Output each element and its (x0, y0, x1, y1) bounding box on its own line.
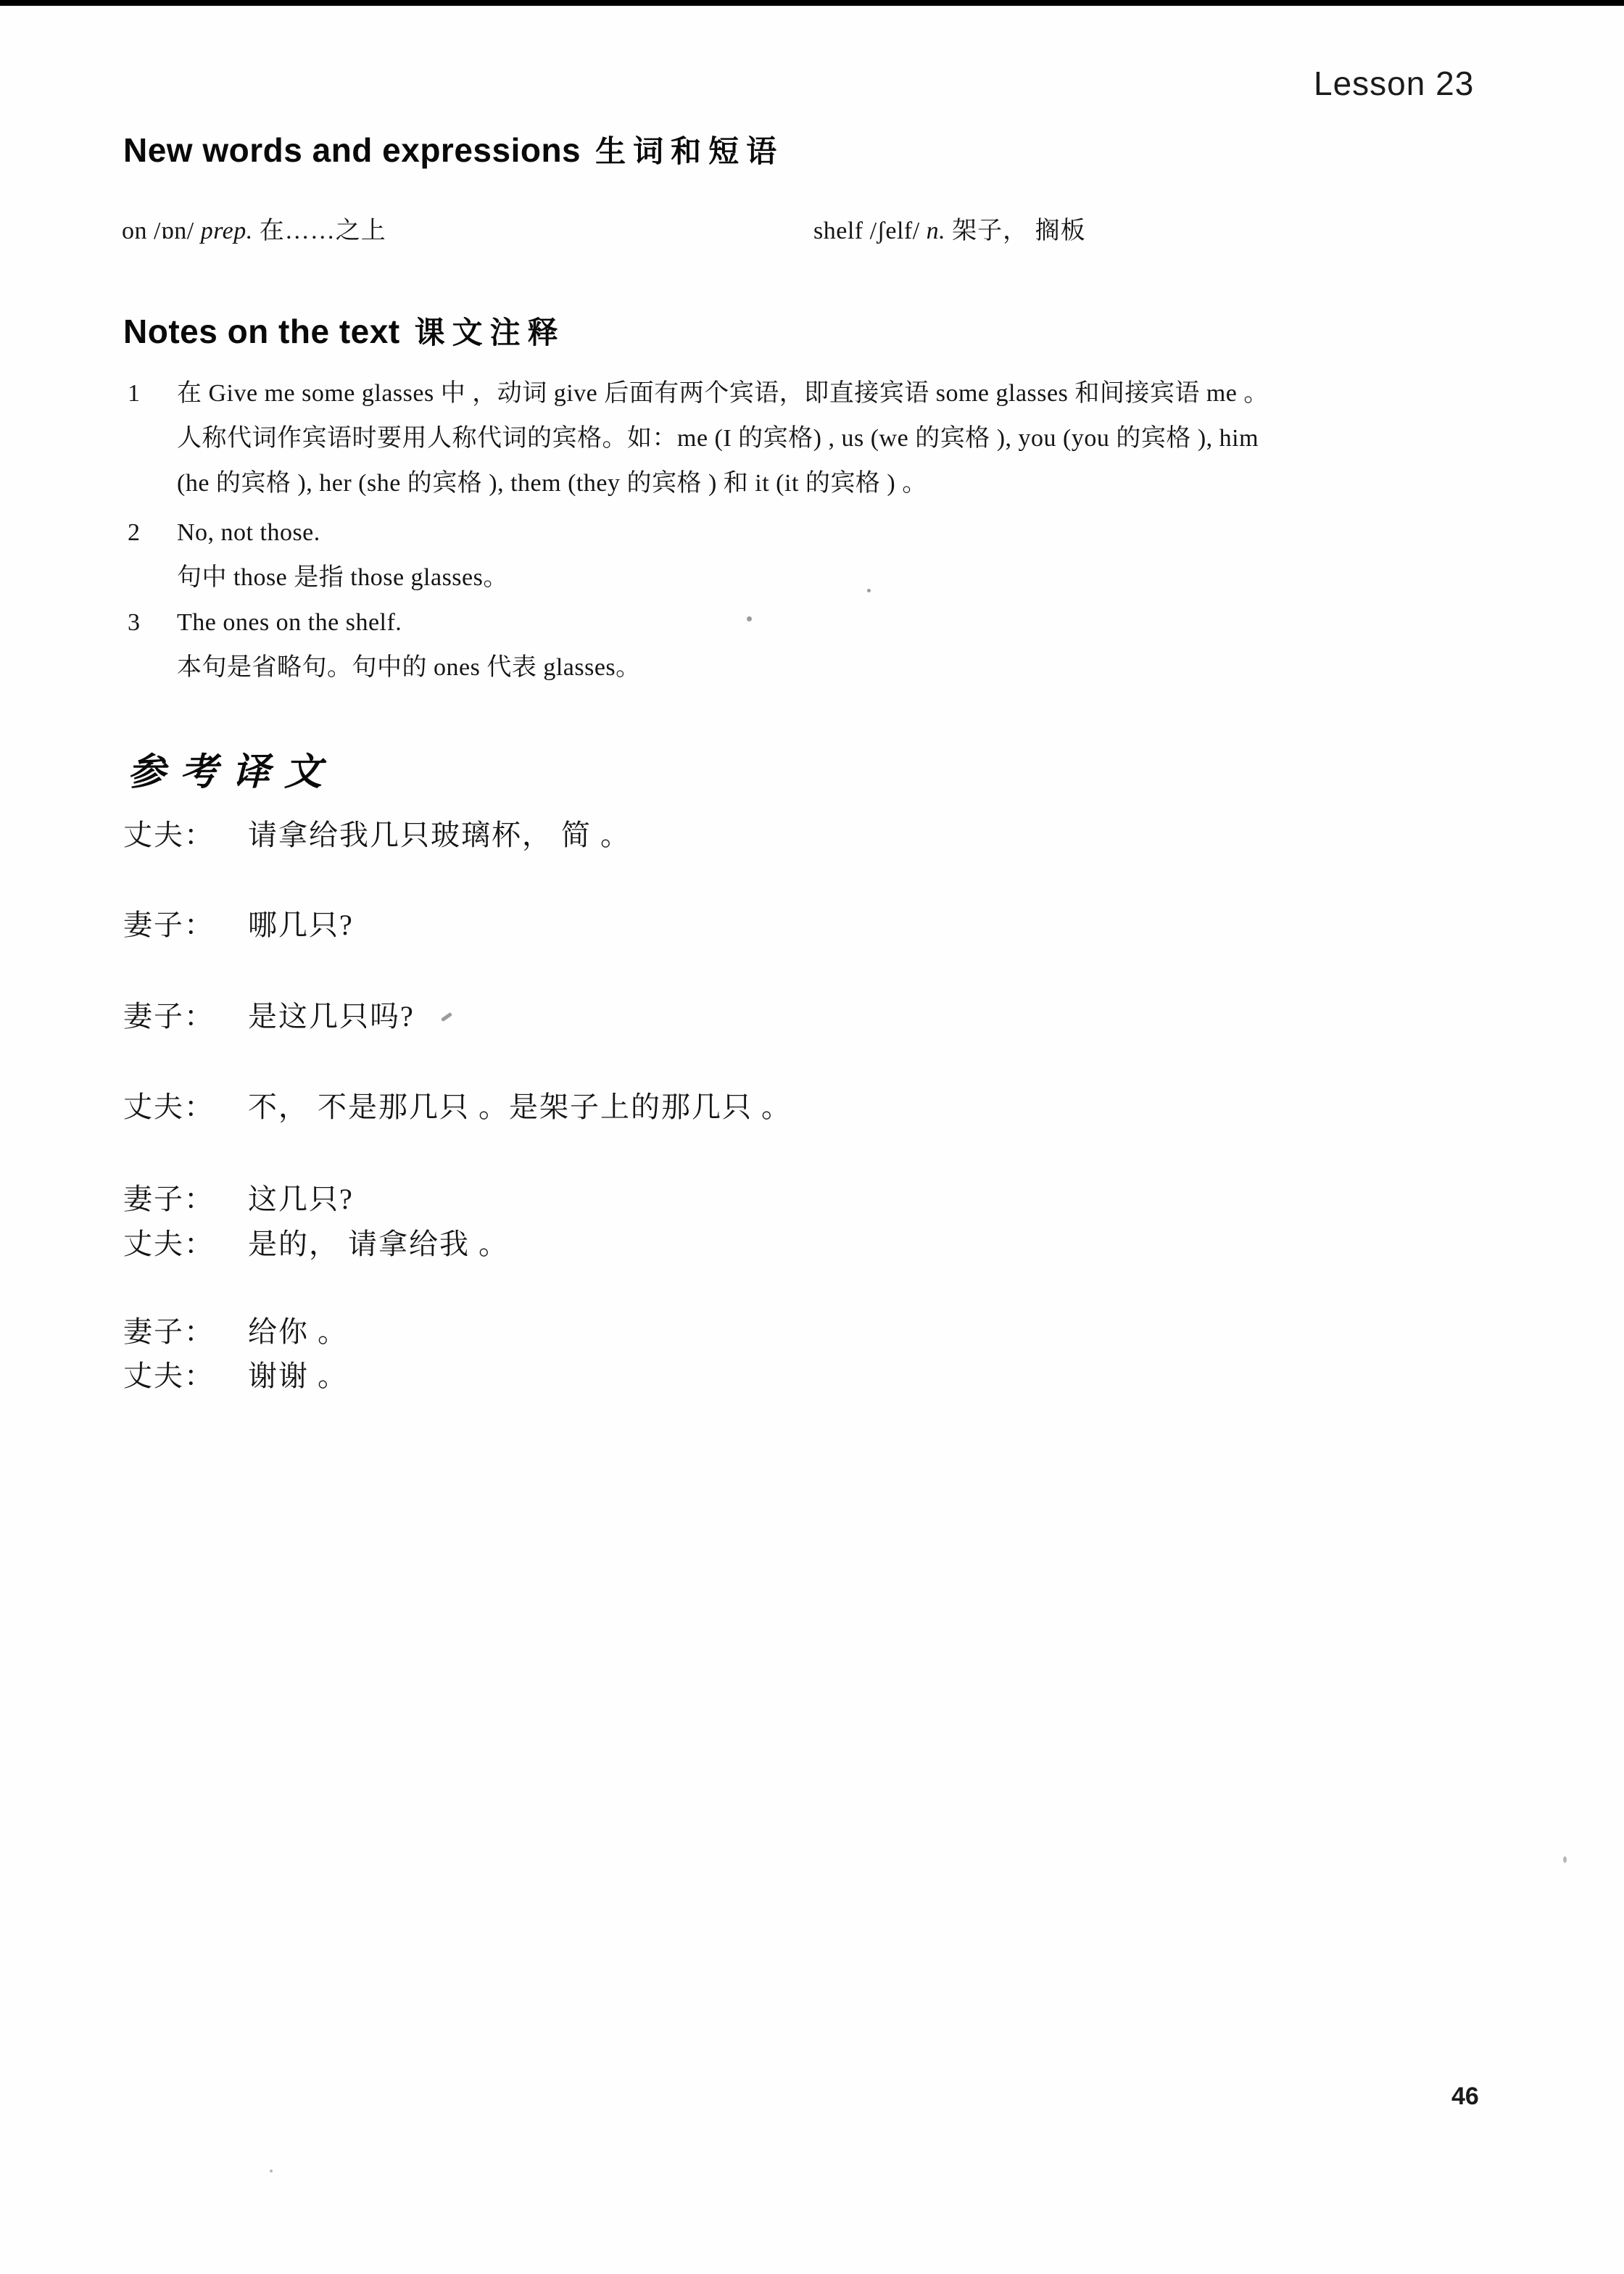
notes-heading (123, 309, 566, 352)
vocab-phonetic: /ɒn/ (154, 218, 194, 244)
dialogue-line (123, 993, 415, 1035)
vocab-phonetic: /ʃelf/ (869, 218, 920, 244)
speaker-label: 妻子： (123, 1000, 215, 1033)
vocab-entry-on (122, 210, 386, 246)
dialogue-text: 是的， 请拿给我 。 (248, 1228, 509, 1260)
dialogue-text: 谢谢 。 (248, 1360, 348, 1392)
dialogue-line (123, 812, 631, 853)
scan-speckle (747, 616, 752, 621)
speaker-label: 妻子： (123, 1315, 215, 1348)
note-number: 1 (128, 380, 141, 407)
note-number: 2 (128, 519, 141, 546)
dialogue-text: 不， 不是那几只 。是架子上的那几只 。 (248, 1091, 792, 1123)
new-words-heading-zh: 生词和短语 (595, 136, 784, 169)
speaker-label: 丈夫： (123, 819, 215, 851)
vocab-entry-shelf (813, 210, 1086, 246)
speaker-label: 丈夫： (123, 1091, 215, 1123)
new-words-heading-en: New words and expressions (123, 131, 581, 169)
dialogue-text: 哪几只? (248, 909, 354, 941)
reference-translation-heading: 参考译文 (128, 752, 337, 793)
new-words-heading (123, 128, 784, 171)
note-item-3 (123, 600, 1472, 690)
notes-heading-zh: 课文注释 (414, 317, 566, 350)
vocab-pos: n. (926, 218, 946, 244)
note-line: 在 Give me some glasses 中 ，动词 give 后面有两个宾语，即直接宾语 some glasses 和间接宾语 me 。 (177, 380, 1269, 407)
dialogue-text: 给你 。 (248, 1315, 348, 1348)
note-line: 句中 those 是指 those glasses。 (177, 564, 508, 591)
dialogue-line (123, 1176, 354, 1217)
dialogue-text: 是这几只吗? (248, 1000, 415, 1033)
note-item-1 (123, 371, 1472, 506)
note-line: 人称代词作宾语时要用人称代词的宾格。如：me (I 的宾格) , us (we 的宾格 ), you (you 的宾格 ), him (177, 425, 1259, 452)
dialogue-line (123, 1353, 348, 1394)
dialogue-text: 请拿给我几只玻璃杯， 简 。 (248, 819, 631, 851)
scan-speckle (867, 589, 871, 592)
note-line: 本句是省略句。句中的 ones 代表 glasses。 (177, 654, 641, 681)
vocab-meaning: 在……之上 (259, 218, 386, 244)
vocab-pos: prep. (200, 218, 253, 244)
scan-speckle (441, 1012, 452, 1022)
dialogue-line (123, 1309, 348, 1350)
speaker-label: 妻子： (123, 1183, 215, 1215)
speaker-label: 丈夫： (123, 1228, 215, 1260)
vocab-word: shelf (813, 218, 863, 244)
lesson-header: Lesson 23 (1314, 65, 1475, 102)
dialogue-line (123, 902, 354, 943)
speaker-label: 丈夫： (123, 1360, 215, 1392)
note-number: 3 (128, 609, 141, 636)
note-line: The ones on the shelf. (177, 609, 402, 636)
scan-speckle (1563, 1856, 1567, 1863)
dialogue-line (123, 1221, 509, 1262)
dialogue-line (123, 1084, 792, 1125)
vocab-word: on (122, 218, 147, 244)
scan-speckle (270, 2170, 273, 2172)
note-line: No, not those. (177, 519, 320, 546)
dialogue-text: 这几只? (248, 1183, 354, 1215)
vocab-meaning: 架子， 搁板 (952, 218, 1086, 244)
note-line: (he 的宾格 ), her (she 的宾格 ), them (they 的宾格 ) 和 it (it 的宾格 ) 。 (177, 470, 927, 497)
scan-edge-bar (0, 0, 1624, 6)
speaker-label: 妻子： (123, 909, 215, 941)
notes-heading-en: Notes on the text (123, 313, 400, 350)
note-item-2 (123, 510, 1472, 600)
page-number: 46 (1451, 2083, 1479, 2110)
